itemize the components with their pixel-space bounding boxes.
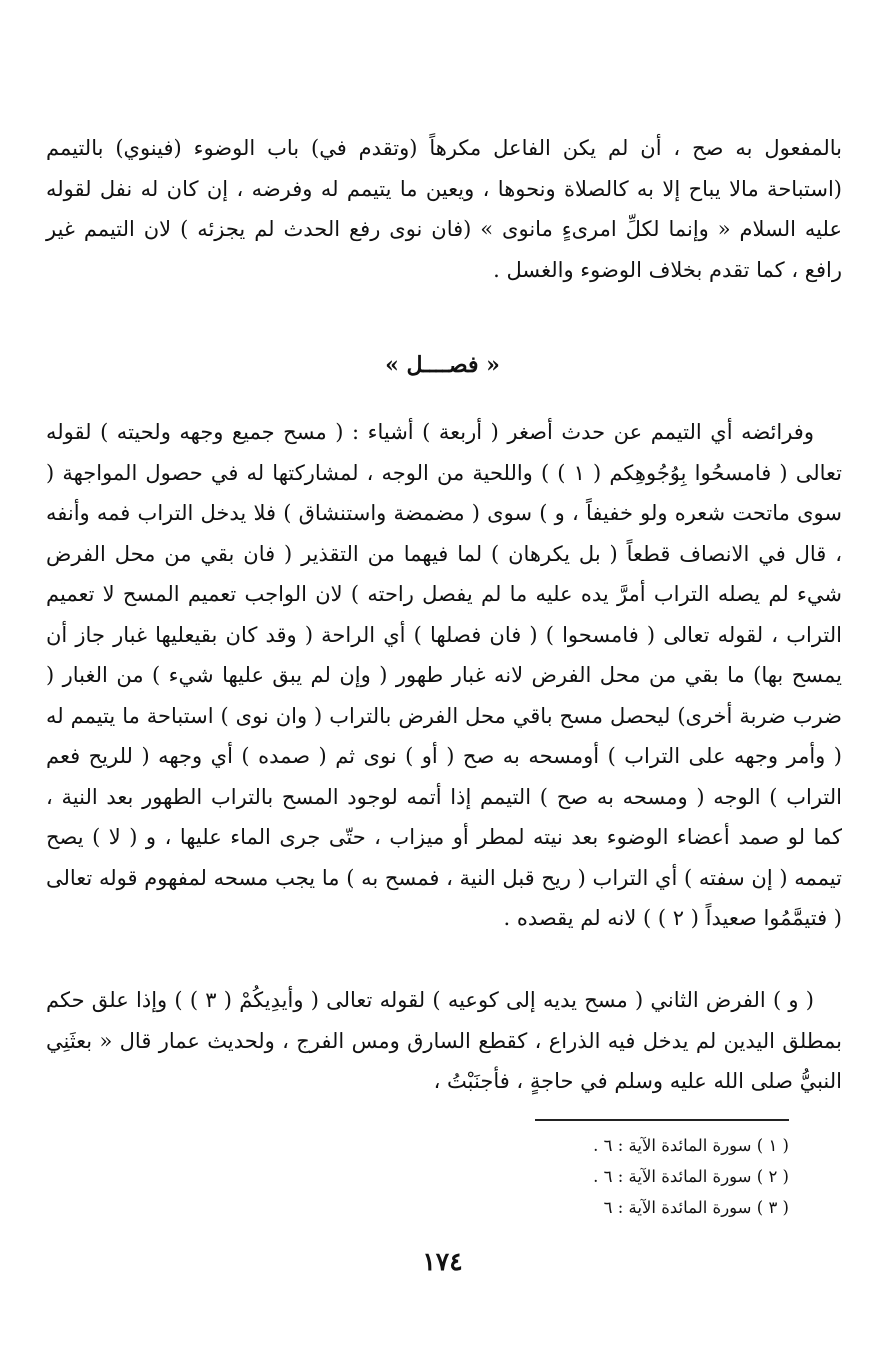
paragraph-main-text: وفرائضه أي التيمم عن حدث أصغر ( أربعة ) أشياء : ( مسح جميع وجهه ولحيته ) لقوله تعالى ( فامسحُوا بِوُجُوهِكم ( ١ ) ) واللحية من الوجه ، لمشاركتها له في حصول المواجهة ( سوى ماتحت شعره ولو خفيفاً ، و ) سوى ( مضمضة واستنشاق ) فلا يدخل التراب فمه وأنفه ، قال في الانصاف قطعاً ( بل يكرهان ) لما فيهما من التقذير ( فان بقي من محل الفرض شيء لم يصله التراب أمرَّ يده عليه ما لم يفصل راحته ) لان الواجب تعميم المسح لا تعميم التراب ، لقوله تعالى ( فامسحوا ) ( فان فصلها ) أي الراحة ( وقد كان بقيعليها غبار جاز أن يمسح بها) ما بقي من محل الفرض لانه غبار طهور ( وإن لم يبق عليها شيء ) من الغبار ( ضرب ضربة أخرى) ليحصل مسح باقي محل الفرض بالتراب ( وان نوى ) استباحة ما يتيمم له ( وأمر وجهه على التراب ) أومسحه به صح ( أو ) نوى ثم ( صمده ) أي وجهه ( للريح فعم التراب ) الوجه ( ومسحه به صح ) التيمم إذا أتمه لوجود المسح بالتراب الطهور بعد النية ، كما لو صمد أعضاء الوضوء بعد نيته لمطر أو ميزاب ، حتّى جرى الماء عليها ، و ( لا ) يصح تيممه ( إن سفته ) أي التراب ( ريح قبل النية ، فمسح به ) ما يجب مسحه لمفهوم قوله تعالى ( فتيمَّمُوا صعيداً ( ٢ ) ) لانه لم يقصده .	[46, 420, 842, 930]
page-number: ١٧٤	[422, 1247, 463, 1276]
footnote-2: ( ٢ ) سورة المائدة الآية : ٦ .	[593, 1167, 789, 1186]
section-title: « فصــــل »	[385, 352, 500, 378]
footnote-divider	[535, 1119, 789, 1121]
footnotes	[389, 1130, 789, 1223]
footnote-1: ( ١ ) سورة المائدة الآية : ٦ .	[593, 1136, 789, 1155]
paragraph-top	[46, 128, 842, 290]
paragraph-top-text: بالمفعول به صح ، أن لم يكن الفاعل مكرهاً (وتقدم في) باب الوضوء (فينوي) بالتيمم (استباحة مالا يباح إلا به كالصلاة ونحوها ، ويعين ما يتيمم له وفرضه ، إن كان له نفل لقوله عليه السلام « وإنما لكلِّ امرىءٍ مانوى » (فان نوى رفع الحدث لم يجزئه ) لان التيمم غير رافع ، كما تقدم بخلاف الوضوء والغسل .	[46, 136, 842, 282]
paragraph-second-text: ( و ) الفرض الثاني ( مسح يديه إلى كوعيه ) لقوله تعالى ( وأيدِيكُمْ ( ٣ ) ) وإذا علق حكم بمطلق اليدين لم يدخل فيه الذراع ، كقطع السارق ومس الفرج ، ولحديث عمار قال « بعثَنِي النبيُّ صلى الله عليه وسلم في حاجةٍ ، فأجنَبْتُ ،	[46, 988, 842, 1093]
footnote-3: ( ٣ ) سورة المائدة الآية : ٦	[603, 1198, 789, 1217]
paragraph-main	[46, 412, 842, 939]
paragraph-second	[46, 980, 842, 1102]
